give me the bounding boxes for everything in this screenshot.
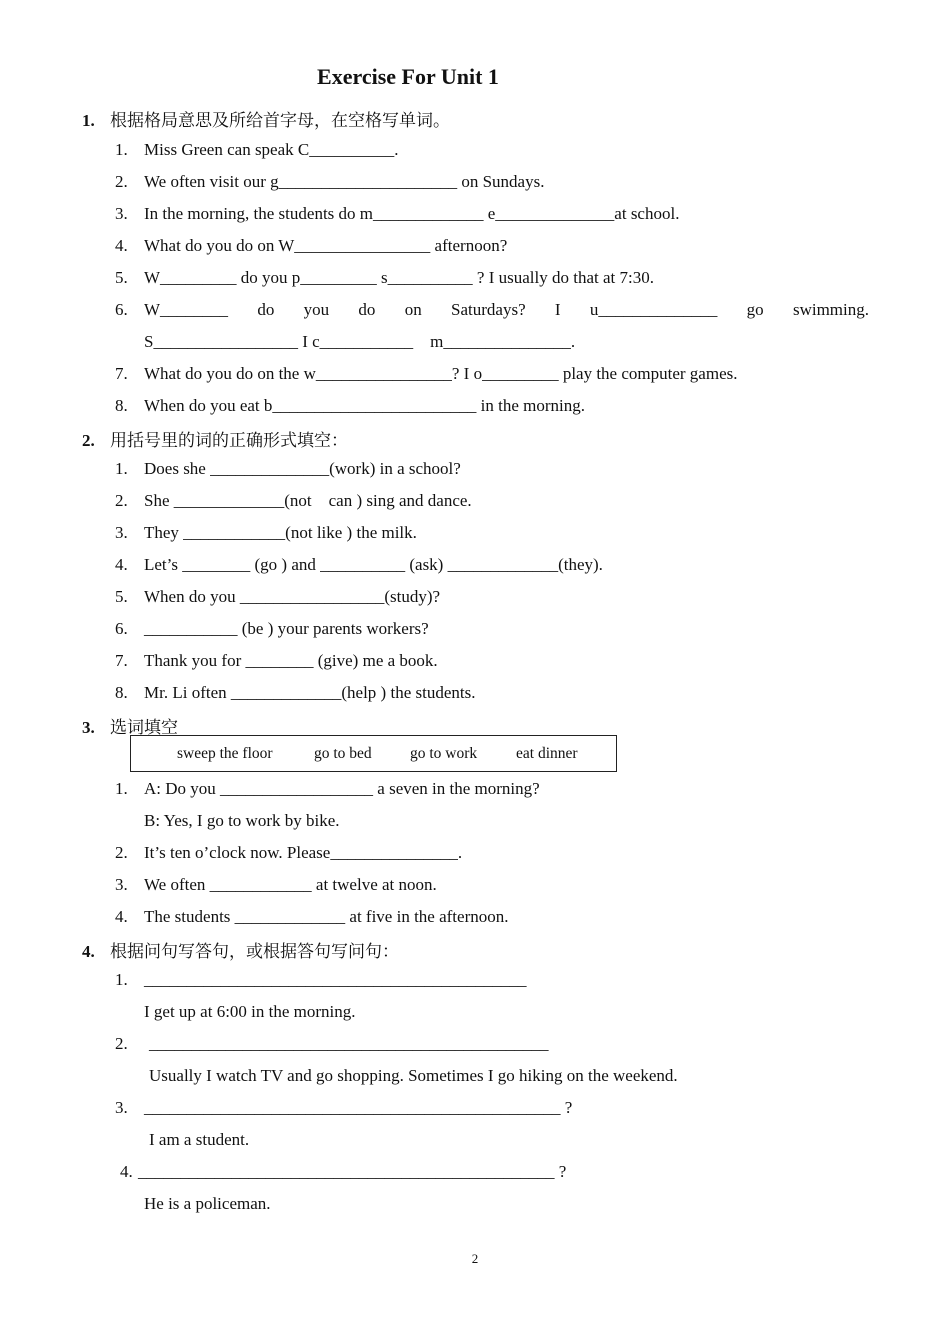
item-text: In the morning, the students do m_____________ e______________at school. bbox=[144, 204, 680, 223]
item-number: 3. bbox=[115, 1098, 128, 1117]
item-text: ___________ (be ) your parents workers? bbox=[144, 619, 429, 638]
item-text: Usually I watch TV and go shopping. Sometimes I go hiking on the weekend. bbox=[149, 1066, 678, 1085]
item-number: 3. bbox=[115, 875, 128, 894]
item-number: 2. bbox=[115, 172, 128, 191]
item-number: 7. bbox=[115, 364, 128, 383]
item-text: She _____________(not can ) sing and dance. bbox=[144, 491, 472, 510]
item-number: 1. bbox=[115, 459, 128, 478]
section-number: 3. bbox=[82, 718, 95, 737]
item-number: 2. bbox=[115, 491, 128, 510]
section-instruction: 根据问句写答句，或根据答句写问句： bbox=[110, 942, 399, 961]
item-number: 7. bbox=[115, 651, 128, 670]
section-instruction: 根据格局意思及所给首字母，在空格写单词。 bbox=[110, 111, 450, 130]
item-text: When do you eat b________________________ in the morning. bbox=[144, 396, 586, 415]
page-number: 2 bbox=[471, 1251, 479, 1266]
item-text: They ____________(not like ) the milk. bbox=[144, 523, 417, 542]
answer-blank: _______________________________________________ bbox=[149, 1034, 549, 1053]
item-number: 4. bbox=[115, 236, 128, 255]
item-text: We often ____________ at twelve at noon. bbox=[144, 875, 437, 894]
page-title: Exercise For Unit 1 bbox=[317, 64, 499, 89]
word-bank-phrase: sweep the floor bbox=[177, 744, 273, 762]
item-text: I get up at 6:00 in the morning. bbox=[144, 1002, 356, 1021]
item-number: 8. bbox=[115, 396, 128, 415]
word-bank-box bbox=[130, 735, 617, 772]
item-text: What do you do on W________________ afternoon? bbox=[144, 236, 508, 255]
item-text: W________ do you do on Saturdays? I u______________ go swimming. bbox=[144, 300, 869, 319]
section-number: 1. bbox=[82, 111, 95, 130]
item-number: 6. bbox=[115, 300, 128, 319]
item-number: 4. bbox=[120, 1162, 133, 1181]
item-text: Let’s ________ (go ) and __________ (ask) _____________(they). bbox=[144, 555, 603, 574]
section-2-heading bbox=[82, 426, 348, 451]
item-number: 1. bbox=[115, 140, 128, 159]
item-text: Does she ______________(work) in a school? bbox=[144, 459, 461, 478]
item-text: It’s ten o’clock now. Please_______________. bbox=[144, 843, 463, 862]
answer-blank: _____________________________________________ bbox=[144, 970, 527, 989]
section-4-heading bbox=[82, 937, 399, 962]
item-number: 2. bbox=[115, 843, 128, 862]
item-text-continued: B: Yes, I go to work by bike. bbox=[144, 811, 340, 830]
item-text: The students _____________ at five in the afternoon. bbox=[144, 907, 509, 926]
item-number: 1. bbox=[115, 970, 128, 989]
item-text: Thank you for ________ (give) me a book. bbox=[144, 651, 438, 670]
answer-blank: _________________________________________________ ? bbox=[144, 1098, 573, 1117]
section-number: 2. bbox=[82, 431, 95, 450]
item-text: I am a student. bbox=[149, 1130, 250, 1149]
item-text: W_________ do you p_________ s__________ ? I usually do that at 7:30. bbox=[144, 268, 654, 287]
answer-blank: _________________________________________________ ? bbox=[138, 1162, 567, 1181]
word-bank-phrase: go to bed bbox=[314, 744, 372, 762]
item-number: 2. bbox=[115, 1034, 128, 1053]
section-1-heading bbox=[82, 106, 450, 131]
item-number: 3. bbox=[115, 523, 128, 542]
item-text: We often visit our g_____________________ on Sundays. bbox=[144, 172, 545, 191]
word-bank-phrase: eat dinner bbox=[516, 744, 578, 762]
item-number: 1. bbox=[115, 779, 128, 798]
item-text: What do you do on the w________________? I o_________ play the computer games. bbox=[144, 364, 738, 383]
item-number: 5. bbox=[115, 587, 128, 606]
item-text-continued: S_________________ I c___________ m_______________. bbox=[144, 332, 576, 351]
item-text: A: Do you __________________ a seven in the morning? bbox=[144, 779, 540, 798]
item-number: 8. bbox=[115, 683, 128, 702]
item-text: When do you _________________(study)? bbox=[144, 587, 441, 606]
section-instruction: 选词填空 bbox=[110, 718, 178, 737]
item-text: Mr. Li often _____________(help ) the students. bbox=[144, 683, 476, 702]
item-number: 3. bbox=[115, 204, 128, 223]
item-number: 4. bbox=[115, 907, 128, 926]
item-number: 6. bbox=[115, 619, 128, 638]
item-text: He is a policeman. bbox=[144, 1194, 271, 1213]
word-bank-phrase: go to work bbox=[410, 744, 478, 762]
section-instruction: 用括号里的词的正确形式填空： bbox=[110, 431, 348, 450]
section-number: 4. bbox=[82, 942, 95, 961]
item-text: Miss Green can speak C__________. bbox=[144, 140, 399, 159]
item-number: 5. bbox=[115, 268, 128, 287]
item-number: 4. bbox=[115, 555, 128, 574]
